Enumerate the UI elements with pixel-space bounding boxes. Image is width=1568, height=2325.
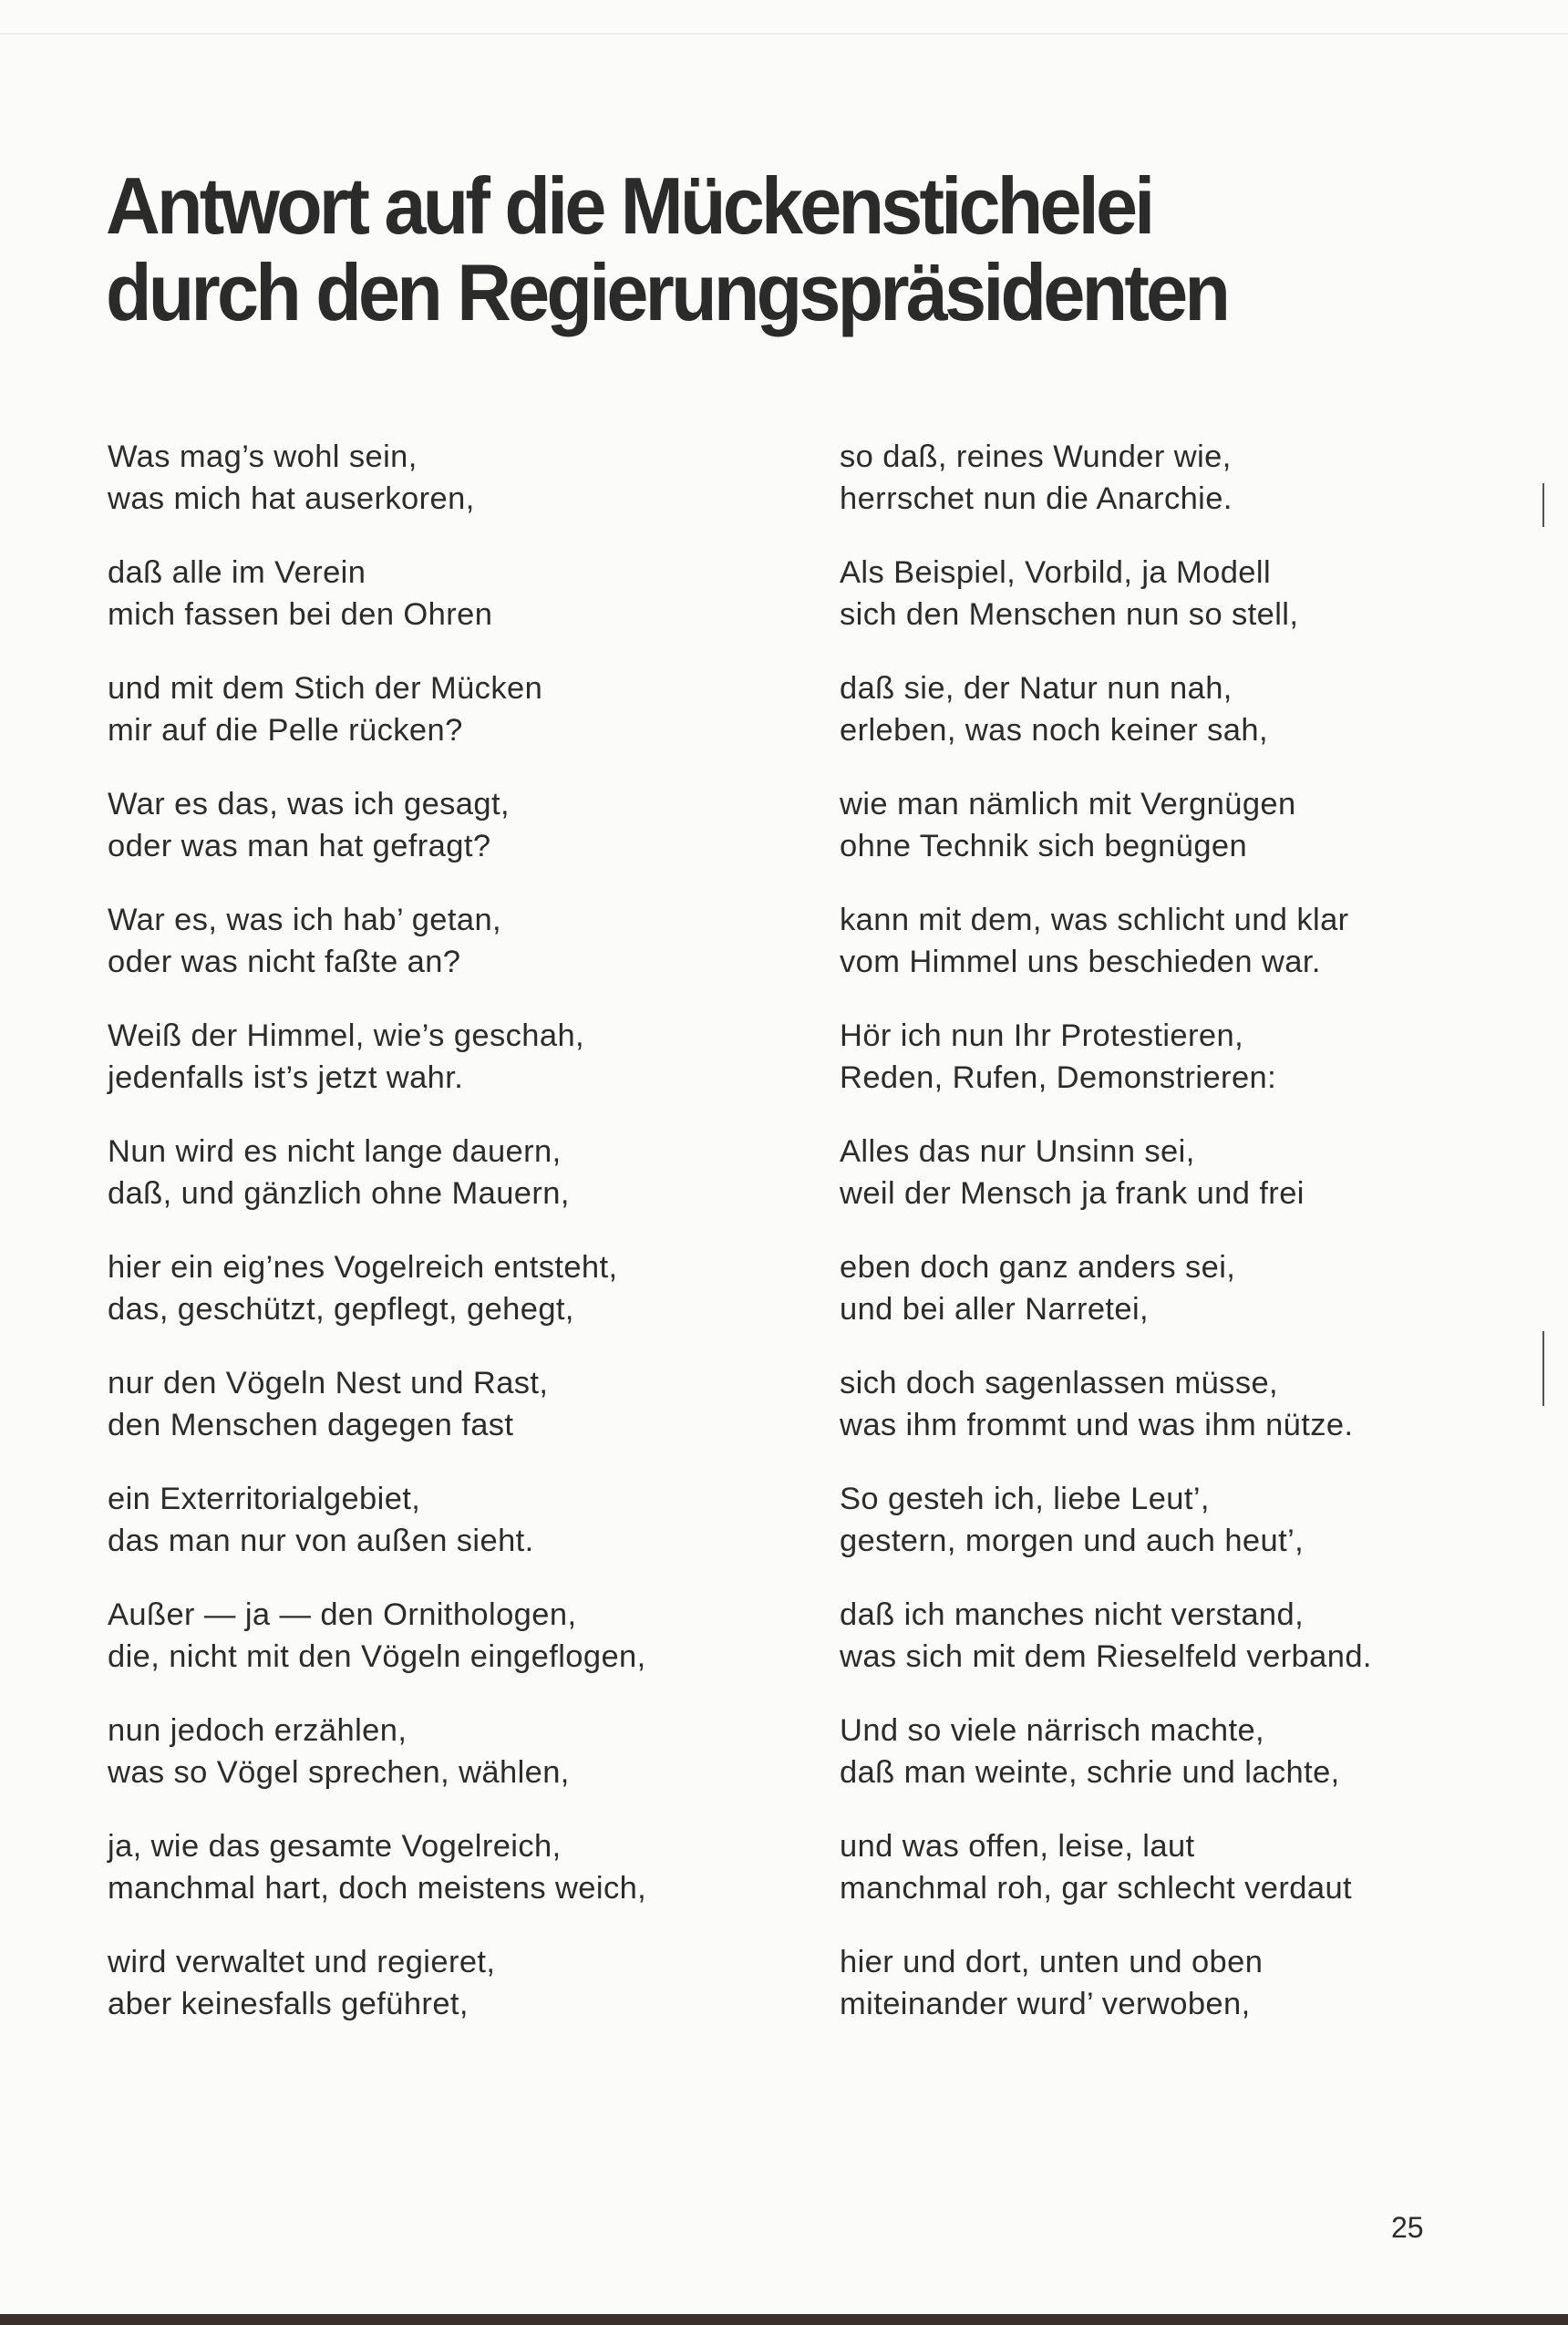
left-column <box>108 436 800 2057</box>
stanza <box>840 552 1532 667</box>
verse-line: nun jedoch erzählen, <box>108 1713 407 1748</box>
page-number: 25 <box>1391 2211 1424 2244</box>
verse-line: was sich mit dem Rieselfeld verband. <box>840 1639 1372 1674</box>
verse-line: So gesteh ich, liebe Leut’, <box>840 1482 1210 1516</box>
verse-line: so daß, reines Wunder wie, <box>840 439 1232 474</box>
stanza <box>840 1941 1532 2057</box>
stanza <box>108 899 800 1015</box>
stanza <box>840 1825 1532 1941</box>
verse-line: jedenfalls ist’s jetzt wahr. <box>108 1060 464 1095</box>
stanza <box>108 783 800 899</box>
verse-line: oder was man hat gefragt? <box>108 829 491 863</box>
stanza <box>840 1478 1532 1594</box>
verse-line: manchmal roh, gar schlecht verdaut <box>840 1871 1353 1906</box>
verse-line: War es das, was ich gesagt, <box>108 787 510 822</box>
verse-line: daß sie, der Natur nun nah, <box>840 671 1233 706</box>
verse-line: War es, was ich hab’ getan, <box>108 903 502 937</box>
verse-line: hier ein eig’nes Vogelreich entsteht, <box>108 1250 618 1285</box>
margin-mark <box>1542 483 1544 527</box>
title-line-1: Antwort auf die Mückenstichelei <box>106 160 1152 251</box>
stanza <box>840 1246 1532 1362</box>
verse-line: daß man weinte, schrie und lachte, <box>840 1755 1340 1790</box>
stanza <box>108 552 800 667</box>
stanza <box>108 1941 800 2057</box>
verse-line: eben doch ganz anders sei, <box>840 1250 1236 1285</box>
stanza <box>108 1478 800 1594</box>
stanza <box>108 1131 800 1246</box>
title-line-2: durch den Regierungspräsidenten <box>106 247 1228 338</box>
verse-line: Alles das nur Unsinn sei, <box>840 1134 1195 1169</box>
stanza <box>108 1362 800 1478</box>
stanza <box>108 1825 800 1941</box>
verse-line: Nun wird es nicht lange dauern, <box>108 1134 562 1169</box>
verse-line: Außer — ja — den Ornithologen, <box>108 1597 577 1632</box>
page-bottom-edge <box>0 2314 1568 2325</box>
stanza <box>840 1131 1532 1246</box>
verse-line: sich den Menschen nun so stell, <box>840 597 1299 632</box>
verse-line: manchmal hart, doch meistens weich, <box>108 1871 647 1906</box>
verse-line: und bei aller Narretei, <box>840 1292 1150 1327</box>
stanza <box>840 783 1532 899</box>
verse-line: nur den Vögeln Nest und Rast, <box>108 1366 549 1400</box>
page-title <box>106 162 1374 336</box>
page-top-edge <box>0 33 1568 35</box>
verse-line: ohne Technik sich begnügen <box>840 829 1248 863</box>
verse-line: mich fassen bei den Ohren <box>108 597 493 632</box>
stanza <box>840 1594 1532 1710</box>
stanza <box>840 667 1532 783</box>
stanza <box>840 899 1532 1015</box>
stanza <box>840 1710 1532 1825</box>
stanza <box>108 1015 800 1131</box>
stanza <box>840 1362 1532 1478</box>
verse-line: mir auf die Pelle rücken? <box>108 713 463 748</box>
verse-line: Und so viele närrisch machte, <box>840 1713 1265 1748</box>
verse-line: daß, und gänzlich ohne Mauern, <box>108 1176 570 1211</box>
verse-line: Was mag’s wohl sein, <box>108 439 418 474</box>
verse-line: was ihm frommt und was ihm nütze. <box>840 1408 1354 1442</box>
verse-line: hier und dort, unten und oben <box>840 1945 1264 1979</box>
verse-line: daß ich manches nicht verstand, <box>840 1597 1305 1632</box>
stanza <box>108 1246 800 1362</box>
verse-line: ja, wie das gesamte Vogelreich, <box>108 1829 562 1864</box>
verse-line: gestern, morgen und auch heut’, <box>840 1524 1305 1558</box>
verse-line: aber keinesfalls geführet, <box>108 1987 469 2021</box>
verse-line: den Menschen dagegen fast <box>108 1408 514 1442</box>
verse-line: das man nur von außen sieht. <box>108 1524 534 1558</box>
right-column <box>840 436 1532 2057</box>
stanza <box>840 1015 1532 1131</box>
verse-line: was mich hat auserkoren, <box>108 481 475 516</box>
verse-line: wie man nämlich mit Vergnügen <box>840 787 1296 822</box>
verse-line: Reden, Rufen, Demonstrieren: <box>840 1060 1277 1095</box>
verse-line: herrschet nun die Anarchie. <box>840 481 1233 516</box>
stanza <box>108 436 800 552</box>
verse-line: ein Exterritorialgebiet, <box>108 1482 421 1516</box>
stanza <box>108 1594 800 1710</box>
stanza <box>108 1710 800 1825</box>
verse-line: oder was nicht faßte an? <box>108 945 461 979</box>
verse-line: das, geschützt, gepflegt, gehegt, <box>108 1292 574 1327</box>
verse-line: weil der Mensch ja frank und frei <box>840 1176 1305 1211</box>
verse-line: was so Vögel sprechen, wählen, <box>108 1755 570 1790</box>
verse-line: kann mit dem, was schlicht und klar <box>840 903 1349 937</box>
verse-line: Weiß der Himmel, wie’s geschah, <box>108 1018 585 1053</box>
verse-line: erleben, was noch keiner sah, <box>840 713 1268 748</box>
verse-line: die, nicht mit den Vögeln eingeflogen, <box>108 1639 646 1674</box>
verse-line: und mit dem Stich der Mücken <box>108 671 543 706</box>
verse-line: miteinander wurd’ verwoben, <box>840 1987 1251 2021</box>
verse-line: daß alle im Verein <box>108 555 366 590</box>
stanza <box>840 436 1532 552</box>
verse-line: vom Himmel uns beschieden war. <box>840 945 1321 979</box>
stanza <box>108 667 800 783</box>
verse-line: Hör ich nun Ihr Protestieren, <box>840 1018 1244 1053</box>
verse-line: sich doch sagenlassen müsse, <box>840 1366 1279 1400</box>
verse-line: und was offen, leise, laut <box>840 1829 1195 1864</box>
verse-line: Als Beispiel, Vorbild, ja Modell <box>840 555 1272 590</box>
verse-line: wird verwaltet und regieret, <box>108 1945 496 1979</box>
margin-mark <box>1542 1331 1544 1406</box>
